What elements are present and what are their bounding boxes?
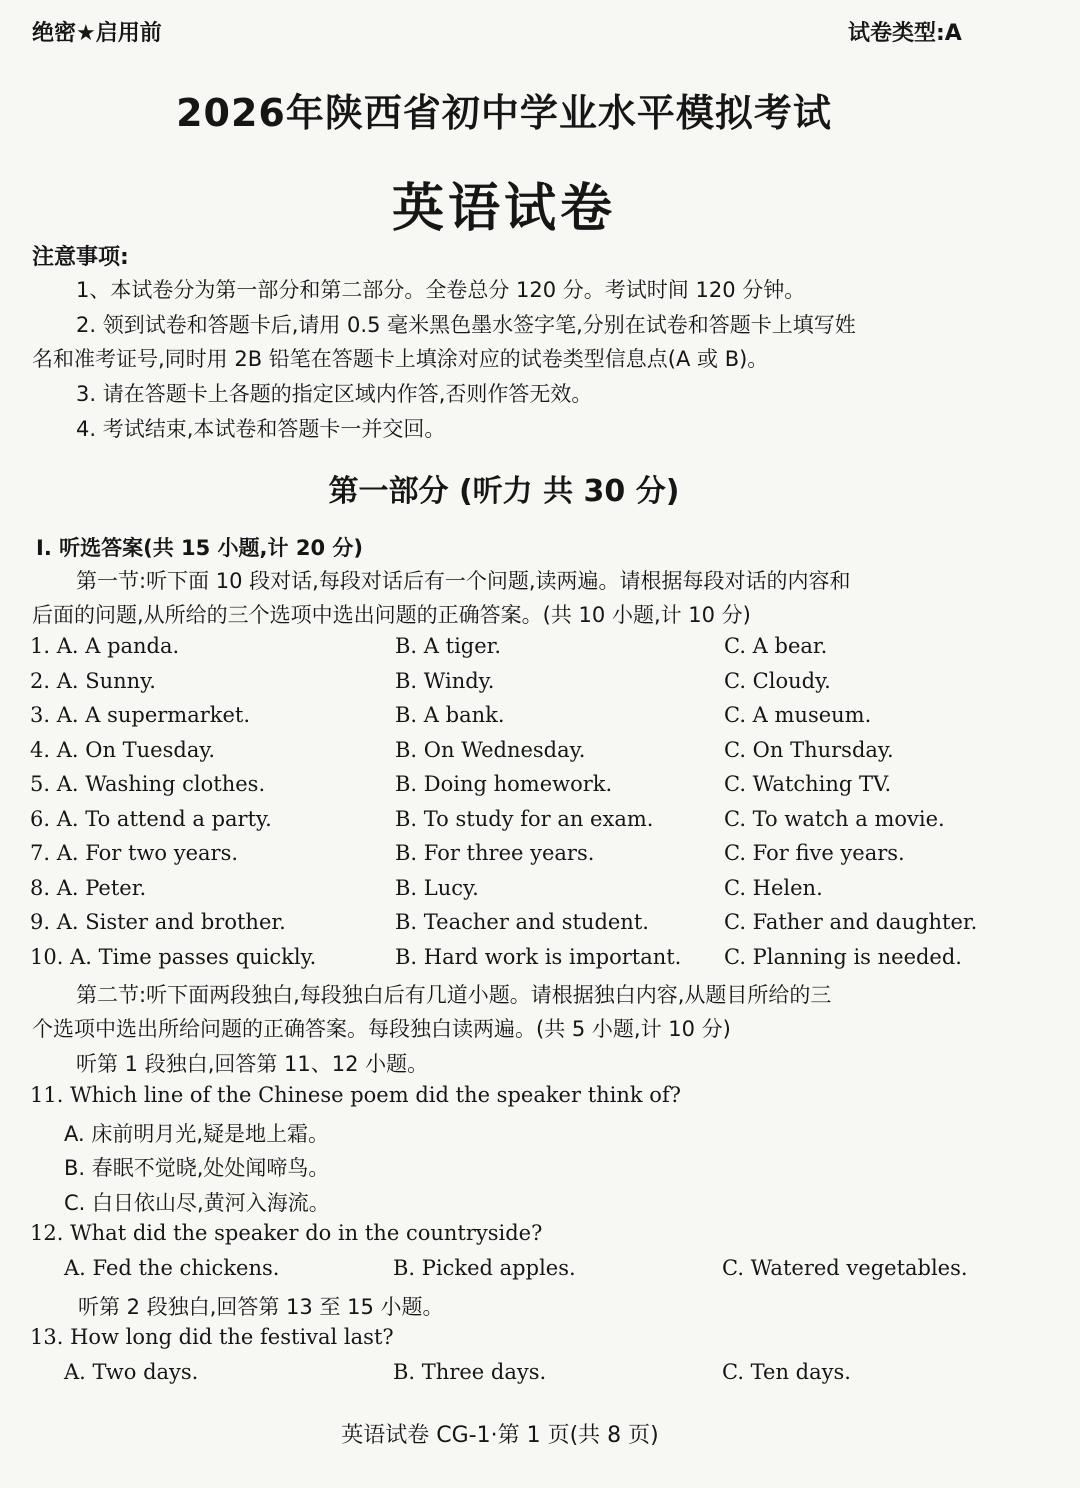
q11-option-b: B. 春眠不觉晓,处处闻啼鸟。: [64, 1156, 330, 1180]
notice-item-2-cont: 名和准考证号,同时用 2B 铅笔在答题卡上填涂对应的试卷类型信息点(A 或 B)。: [32, 347, 769, 371]
monologue1-intro: 听第 1 段独白,回答第 11、12 小题。: [76, 1052, 429, 1076]
q11-option-c: C. 白日依山尽,黄河入海流。: [64, 1191, 330, 1215]
q9-option-a: 9. A. Sister and brother.: [30, 910, 286, 934]
q8-option-a: 8. A. Peter.: [30, 876, 147, 900]
q2-option-c: C. Cloudy.: [724, 669, 831, 693]
q1-option-b: B. A tiger.: [395, 634, 502, 658]
q5-option-c: C. Watching TV.: [724, 772, 892, 796]
part1-title: 第一部分 (听力 共 30 分): [328, 474, 680, 509]
q3-option-b: B. A bank.: [395, 703, 505, 727]
q7-option-c: C. For five years.: [724, 841, 905, 865]
secret-label: 绝密★启用前: [32, 21, 162, 46]
q4-option-b: B. On Wednesday.: [395, 738, 586, 762]
q3-option-a: 3. A. A supermarket.: [30, 703, 251, 727]
q2-option-a: 2. A. Sunny.: [30, 669, 156, 693]
q10-option-a: 10. A. Time passes quickly.: [30, 945, 317, 969]
q12-option-b: B. Picked apples.: [393, 1256, 576, 1280]
paper-type-label: 试卷类型:A: [848, 21, 962, 46]
exam-title: 2026年陕西省初中学业水平模拟考试: [176, 91, 832, 135]
section-heading: I. 听选答案(共 15 小题,计 20 分): [36, 536, 363, 560]
q7-option-b: B. For three years.: [395, 841, 595, 865]
q10-option-b: B. Hard work is important.: [395, 945, 682, 969]
q11-option-a: A. 床前明月光,疑是地上霜。: [64, 1122, 330, 1146]
q6-option-c: C. To watch a movie.: [724, 807, 945, 831]
q9-option-b: B. Teacher and student.: [395, 910, 649, 934]
sub1-intro-line2: 后面的问题,从所给的三个选项中选出问题的正确答案。(共 10 小题,计 10 分): [32, 603, 751, 627]
q13-stem: 13. How long did the festival last?: [30, 1325, 394, 1349]
q6-option-a: 6. A. To attend a party.: [30, 807, 272, 831]
q6-option-b: B. To study for an exam.: [395, 807, 654, 831]
q7-option-a: 7. A. For two years.: [30, 841, 239, 865]
q10-option-c: C. Planning is needed.: [724, 945, 962, 969]
page-footer: 英语试卷 CG-1·第 1 页(共 8 页): [341, 1423, 659, 1448]
q1-option-a: 1. A. A panda.: [30, 634, 180, 658]
q9-option-c: C. Father and daughter.: [724, 910, 978, 934]
q1-option-c: C. A bear.: [724, 634, 828, 658]
q2-option-b: B. Windy.: [395, 669, 495, 693]
sub2-intro-line2: 个选项中选出所给问题的正确答案。每段独白读两遍。(共 5 小题,计 10 分): [32, 1017, 731, 1041]
q5-option-a: 5. A. Washing clothes.: [30, 772, 266, 796]
q4-option-c: C. On Thursday.: [724, 738, 894, 762]
q8-option-b: B. Lucy.: [395, 876, 479, 900]
notice-item-2: 2. 领到试卷和答题卡后,请用 0.5 毫米黑色墨水签字笔,分别在试卷和答题卡上填写姓: [76, 313, 856, 337]
q13-option-b: B. Three days.: [393, 1360, 547, 1384]
notice-item-4: 4. 考试结束,本试卷和答题卡一并交回。: [76, 417, 446, 441]
subject-title: 英语试卷: [391, 179, 616, 239]
q13-option-a: A. Two days.: [64, 1360, 199, 1384]
sub2-intro-line1: 第二节:听下面两段独白,每段独白后有几道小题。请根据独白内容,从题目所给的三: [76, 983, 832, 1007]
notice-heading: 注意事项:: [32, 245, 129, 270]
q11-stem: 11. Which line of the Chinese poem did the speaker think of?: [30, 1083, 681, 1107]
notice-item-3: 3. 请在答题卡上各题的指定区域内作答,否则作答无效。: [76, 382, 593, 406]
monologue2-intro: 听第 2 段独白,回答第 13 至 15 小题。: [78, 1295, 444, 1319]
q3-option-c: C. A museum.: [724, 703, 872, 727]
sub1-intro-line1: 第一节:听下面 10 段对话,每段对话后有一个问题,读两遍。请根据每段对话的内容和: [76, 569, 851, 593]
q5-option-b: B. Doing homework.: [395, 772, 613, 796]
notice-item-1: 1、本试卷分为第一部分和第二部分。全卷总分 120 分。考试时间 120 分钟。: [76, 278, 806, 302]
q13-option-c: C. Ten days.: [722, 1360, 851, 1384]
q4-option-a: 4. A. On Tuesday.: [30, 738, 216, 762]
q12-option-c: C. Watered vegetables.: [722, 1256, 968, 1280]
q12-option-a: A. Fed the chickens.: [64, 1256, 280, 1280]
q8-option-c: C. Helen.: [724, 876, 823, 900]
q12-stem: 12. What did the speaker do in the countryside?: [30, 1221, 543, 1245]
